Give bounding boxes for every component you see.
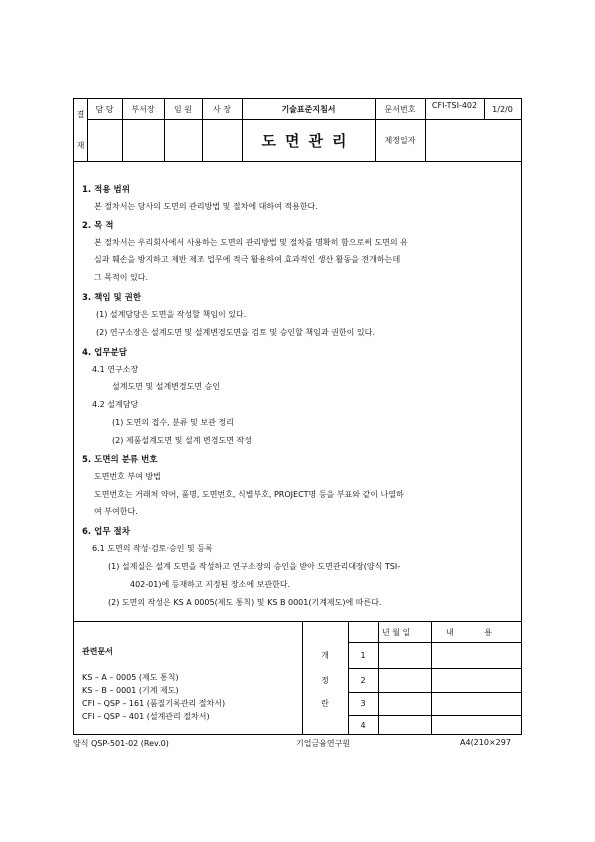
related-doc-item: KS – B – 0001 (기계 제도) xyxy=(82,686,179,695)
approver-dept-head: 부서장 xyxy=(131,104,155,114)
document-footer xyxy=(74,621,521,735)
body-line: 도면번호는 거래처 약어, 품명, 도면번호, 식별부호, PROJECT명 등을 부표와 같이 나열하 xyxy=(94,490,404,499)
related-doc-item: CFI – QSP – 401 (설계관리 절차서) xyxy=(82,712,210,721)
doc-no-label: 문서번호 xyxy=(384,104,416,114)
revision-col-date: 년 월 일 xyxy=(382,627,411,637)
body-line: 본 절차서는 우리회사에서 사용하는 도면의 관리방법 및 절차를 명확히 함으로써 도면의 유 xyxy=(94,238,408,247)
body-line: 여 부여한다. xyxy=(94,507,138,516)
organization-name: 기업금융연구원 xyxy=(296,739,351,748)
approval-label-1: 결 xyxy=(76,110,85,119)
doc-kind: 기술표준지침서 xyxy=(281,104,336,114)
document-body xyxy=(74,161,521,621)
related-doc-item: KS – A – 0005 (제도 통칙) xyxy=(82,673,179,682)
section-heading: 6. 업무 절차 xyxy=(82,527,130,537)
body-line: (1) 설계담당은 도면을 작성할 책임이 있다. xyxy=(96,310,247,319)
approval-header xyxy=(74,99,521,162)
body-line: (1) 도면의 접수, 분류 및 보관 정리 xyxy=(112,418,234,427)
revision-row-number: 2 xyxy=(360,675,366,685)
related-docs-title: 관련문서 xyxy=(82,647,113,656)
document-frame xyxy=(73,98,522,735)
body-line: (2) 제품설계도면 및 설계 변경도면 작성 xyxy=(112,436,252,445)
body-line: (2) 연구소장은 설계도면 및 설계변경도면을 검토 및 승인할 책임과 권한이 있다. xyxy=(96,328,375,337)
page-number: 1/2/0 xyxy=(492,104,513,114)
body-line: 도면번호 부여 방법 xyxy=(94,472,161,481)
paper-size: A4(210×297 xyxy=(460,738,511,747)
approver-president: 사 장 xyxy=(213,104,231,114)
revision-label-3: 란 xyxy=(321,699,329,708)
section-heading: 2. 목 적 xyxy=(82,221,114,231)
revision-label-1: 개 xyxy=(321,650,329,660)
related-doc-item: CFI – QSP – 161 (품질기록관리 절차서) xyxy=(82,699,226,708)
section-heading: 4. 업무분담 xyxy=(82,348,127,358)
body-line: 4.1 연구소장 xyxy=(92,365,139,374)
body-line: 본 절차서는 당사의 도면의 관리방법 및 절차에 대하여 적용한다. xyxy=(94,202,318,211)
body-line: 설계도면 및 설계변경도면 승인 xyxy=(112,382,221,391)
section-heading: 5. 도면의 분류 번호 xyxy=(82,455,158,465)
body-line: 그 목적이 있다. xyxy=(94,273,148,282)
section-heading: 1. 적용 범위 xyxy=(82,185,130,195)
body-line: (2) 도면의 작성은 KS A 0005(제도 통칙) 및 KS B 0001(기계제도)에 따른다. xyxy=(108,598,382,607)
body-line: 6.1 도면의 작성·검토·승인 및 등록 xyxy=(92,544,213,553)
body-line: (1) 설계실은 설계 도면을 작성하고 연구소장의 승인을 받아 도면관리대장(양식 TSI- xyxy=(108,562,401,571)
doc-no: CFI-TSI-402 xyxy=(431,101,478,110)
section-heading: 3. 책임 및 권한 xyxy=(82,293,142,303)
body-line: 실과 훼손을 방지하고 제반 제조 업무에 적극 활용하여 효과적인 생산 활동을 전개하는데 xyxy=(94,255,401,264)
revision-date-label: 제정일자 xyxy=(384,135,416,145)
revision-row-number: 3 xyxy=(360,699,366,708)
form-number: 양식 QSP-501-02 (Rev.0) xyxy=(73,739,169,748)
approver-executive: 임 원 xyxy=(174,104,192,114)
approver-staff: 담 당 xyxy=(95,104,114,114)
revision-row-number: 4 xyxy=(360,720,366,730)
revision-col-content: 내 용 xyxy=(446,627,506,637)
page-title: 도면관리 xyxy=(261,131,356,150)
body-line: 402-01)에 등재하고 지정된 장소에 보관한다. xyxy=(130,580,291,589)
approval-label-2: 재 xyxy=(76,141,85,150)
revision-label-2: 정 xyxy=(321,675,329,685)
body-line: 4.2 설계담당 xyxy=(92,400,139,409)
revision-row-number: 1 xyxy=(360,650,366,660)
